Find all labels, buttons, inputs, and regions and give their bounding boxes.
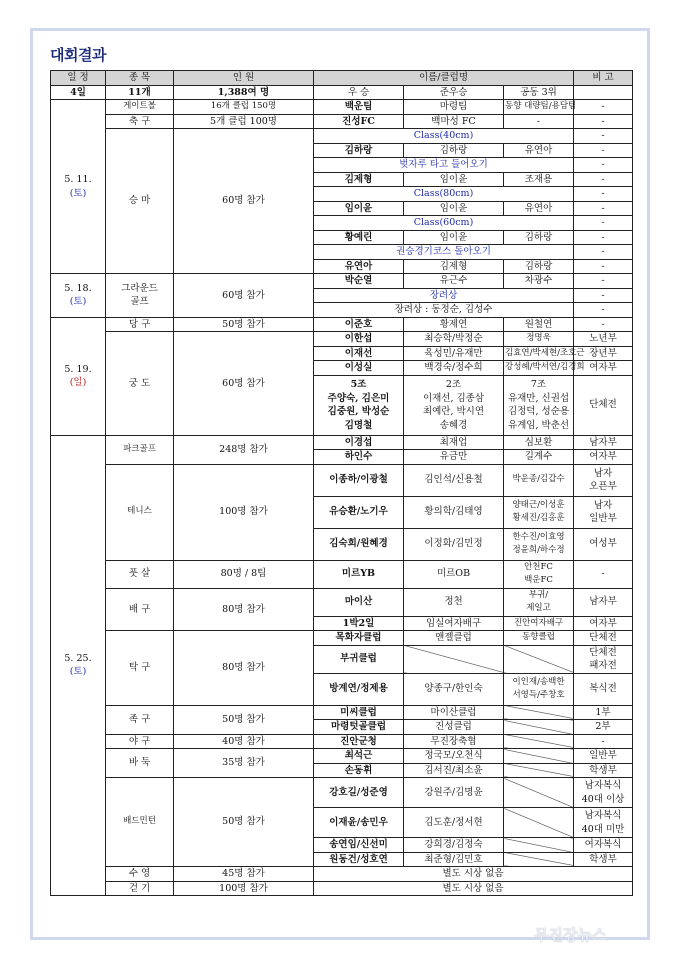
note-line: 오픈부	[589, 481, 617, 492]
note-cell: 학생부	[574, 763, 633, 778]
runner-up-cell: 김도훈/정서현	[404, 808, 504, 838]
note-cell: 노년부	[574, 332, 633, 347]
table-row	[51, 464, 633, 496]
team-line: 이재선, 김종삼	[422, 392, 485, 404]
event-cell: 바 둑	[106, 749, 174, 778]
team-line: 유재만, 신권섭	[507, 392, 570, 404]
team-line: 이인재/송백한	[512, 676, 565, 687]
event-cell: 당 구	[106, 317, 174, 332]
runner-up-cell: 마이산클럽	[404, 705, 504, 720]
date-cell	[51, 100, 106, 274]
event-cell: 탁 구	[106, 631, 174, 706]
header-note: 비 고	[574, 71, 633, 86]
table-header-row	[51, 71, 633, 86]
date-text: 5. 25.	[64, 652, 92, 664]
note-line: 패자전	[589, 660, 617, 671]
award-detail: 장려상 : 동정순, 김성수	[314, 303, 574, 318]
table-row	[51, 560, 633, 588]
runner-up-cell: 최재업	[404, 435, 504, 450]
day-of-week: (토)	[69, 666, 87, 678]
winner-cell: 진안군청	[314, 734, 404, 749]
winner-cell: 목화자클럽	[314, 631, 404, 646]
winner-cell: 이한섭	[314, 332, 404, 347]
note-cell: 2부	[574, 720, 633, 735]
table-row	[51, 332, 633, 347]
empty-cell	[504, 645, 574, 673]
winner-cell: 송연임/신선미	[314, 838, 404, 853]
table-row	[51, 705, 633, 720]
runner-up-cell: 진성클럽	[404, 720, 504, 735]
event-cell: 걷 기	[106, 881, 174, 896]
people-cell: 80명 / 8팀	[174, 560, 314, 588]
runner-up-cell: 앤젤클럽	[404, 631, 504, 646]
runner-up-cell: 백마성 FC	[404, 114, 504, 129]
winner-cell: 이재선	[314, 346, 404, 361]
winner-cell: 유승환/노기우	[314, 496, 404, 528]
note-cell: 일반부	[574, 749, 633, 764]
third-cell	[504, 588, 574, 616]
note-cell: -	[574, 187, 633, 202]
third-cell	[504, 673, 574, 705]
note-line: 일반부	[589, 513, 617, 524]
note-line: 남자복식	[584, 810, 622, 821]
table-row	[51, 114, 633, 129]
note-cell: -	[574, 317, 633, 332]
note-cell: 여성부	[574, 528, 633, 560]
header-date: 일 정	[51, 71, 106, 86]
third-cell: 유연아	[504, 201, 574, 216]
third-cell: 정명욱	[504, 332, 574, 347]
third-cell	[504, 496, 574, 528]
event-cell: 승 마	[106, 129, 174, 274]
winner-cell: 유연아	[314, 259, 404, 274]
note-cell: 여자부	[574, 450, 633, 465]
team-line: 양태근/이성훈	[512, 499, 565, 510]
note-cell	[574, 496, 633, 528]
people-cell: 60명 참가	[174, 274, 314, 318]
table-row	[51, 881, 633, 896]
empty-cell	[504, 734, 574, 749]
note-cell: 여자부	[574, 616, 633, 631]
date-cell	[51, 274, 106, 318]
team-line: 김중원, 박성순	[327, 406, 390, 417]
note-cell: 단체전	[574, 631, 633, 646]
third-cell: 박운종/김갑수	[504, 464, 574, 496]
team-line: 최예란, 박시연	[422, 406, 485, 417]
date-text: 5. 18.	[64, 282, 92, 294]
note-cell: 복식전	[574, 673, 633, 705]
event-cell: 축 구	[106, 114, 174, 129]
third-cell: 동향 대량팀/용담팀	[504, 100, 574, 115]
summary-third: 공동 3위	[504, 85, 574, 100]
winner-cell: 마이산	[314, 588, 404, 616]
event-cell: 배 구	[106, 588, 174, 631]
event-cell: 야 구	[106, 734, 174, 749]
runner-up-cell: 유근수	[404, 274, 504, 289]
winner-cell: 박순열	[314, 274, 404, 289]
team-line: 김정덕, 성순용	[507, 406, 570, 417]
empty-cell	[504, 778, 574, 808]
runner-up-cell	[404, 375, 504, 435]
winner-cell: 임이윤	[314, 201, 404, 216]
people-cell: 16개 클럽 150명	[174, 100, 314, 115]
runner-up-cell: 최준형/김민호	[404, 852, 504, 867]
third-cell: 원철연	[504, 317, 574, 332]
event-cell: 파크골프	[106, 435, 174, 464]
note-cell	[574, 808, 633, 838]
note-line: 40대 미만	[581, 823, 625, 835]
day-of-week: (토)	[69, 187, 87, 199]
runner-up-cell: 강원주/김명윤	[404, 778, 504, 808]
note-cell	[574, 778, 633, 808]
header-people: 인 원	[174, 71, 314, 86]
summary-date: 4일	[51, 85, 106, 100]
team-line: 서영득/주창호	[512, 690, 565, 700]
empty-cell	[504, 763, 574, 778]
winner-cell: 하인수	[314, 450, 404, 465]
winner-cell: 김숙희/원혜경	[314, 528, 404, 560]
winner-cell: 부귀클럽	[314, 645, 404, 673]
no-award-cell: 별도 시상 없음	[314, 881, 633, 896]
people-cell: 100명 참가	[174, 464, 314, 560]
third-cell: 김하랑	[504, 259, 574, 274]
third-cell	[504, 375, 574, 435]
team-line: 황세진/김홍훈	[512, 513, 565, 523]
empty-cell	[504, 720, 574, 735]
winner-cell: 진성FC	[314, 114, 404, 129]
team-line: 김명철	[344, 419, 373, 431]
runner-up-cell: 정천	[404, 588, 504, 616]
runner-up-cell: 유금만	[404, 450, 504, 465]
runner-up-cell: 김하랑	[404, 143, 504, 158]
team-line: 부귀/	[528, 589, 549, 600]
note-cell: -	[574, 288, 633, 303]
note-line: 남자	[593, 467, 613, 479]
note-cell: 여자부	[574, 361, 633, 376]
people-cell: 80명 참가	[174, 588, 314, 631]
third-cell: 김효연/박세현/조호근	[504, 346, 574, 361]
note-cell	[574, 464, 633, 496]
empty-cell	[504, 852, 574, 867]
runner-up-cell: 이정화/김민정	[404, 528, 504, 560]
people-cell: 40명 참가	[174, 734, 314, 749]
note-line: 남자	[593, 499, 613, 511]
table-row	[51, 631, 633, 646]
runner-up-cell: 임이윤	[404, 172, 504, 187]
note-cell: 여자복식	[574, 838, 633, 853]
summary-people: 1,388여 명	[174, 85, 314, 100]
note-cell: -	[574, 303, 633, 318]
note-cell: -	[574, 100, 633, 115]
note-cell: -	[574, 158, 633, 173]
empty-cell	[404, 645, 504, 673]
winner-cell: 김제형	[314, 172, 404, 187]
third-cell: 심보환	[504, 435, 574, 450]
table-row	[51, 588, 633, 616]
table-row	[51, 778, 633, 808]
winner-cell: 이종하/이광철	[314, 464, 404, 496]
event-cell: 배드민턴	[106, 778, 174, 867]
runner-up-cell: 백경숙/정수희	[404, 361, 504, 376]
winner-cell: 방계연/정제용	[314, 673, 404, 705]
runner-up-cell: 황제연	[404, 317, 504, 332]
note-cell: -	[574, 114, 633, 129]
note-cell: 남자부	[574, 435, 633, 450]
note-cell: -	[574, 734, 633, 749]
runner-up-cell: 미르OB	[404, 560, 504, 588]
team-line: 유계임, 박춘선	[507, 419, 570, 431]
watermark-logo: 무진장뉴스	[534, 926, 607, 944]
runner-up-cell: 김인석/신용철	[404, 464, 504, 496]
runner-up-cell: 무진장축협	[404, 734, 504, 749]
table-row	[51, 435, 633, 450]
runner-up-cell: 마령팀	[404, 100, 504, 115]
people-cell: 60명 참가	[174, 129, 314, 274]
runner-up-cell: 강희경/김정숙	[404, 838, 504, 853]
note-cell: -	[574, 201, 633, 216]
team-line: 제일고	[526, 603, 551, 613]
people-cell: 60명 참가	[174, 332, 314, 436]
table-row	[51, 129, 633, 144]
winner-cell: 미씨클럽	[314, 705, 404, 720]
runner-up-cell: 양종구/한인숙	[404, 673, 504, 705]
note-cell: -	[574, 172, 633, 187]
event-cell: 풋 살	[106, 560, 174, 588]
note-line: 단체전	[589, 646, 617, 658]
date-text: 5. 11.	[64, 174, 92, 185]
people-cell: 80명 참가	[174, 631, 314, 706]
third-cell: 길계수	[504, 450, 574, 465]
header-names: 이름/클럽명	[314, 71, 574, 86]
summary-note	[574, 85, 633, 100]
winner-cell: 원동건/성호연	[314, 852, 404, 867]
note-cell: 학생부	[574, 852, 633, 867]
people-cell: 248명 참가	[174, 435, 314, 464]
event-cell	[106, 274, 174, 318]
summary-row	[51, 85, 633, 100]
team-line: 주양숙, 김은미	[327, 392, 390, 404]
runner-up-cell: 황의학/김태영	[404, 496, 504, 528]
third-cell	[504, 560, 574, 588]
note-line: 40대 이상	[581, 793, 625, 805]
header-event: 종 목	[106, 71, 174, 86]
class-header: Class(60cm)	[314, 216, 574, 231]
people-cell: 100명 참가	[174, 881, 314, 896]
winner-cell: 1박2일	[314, 616, 404, 631]
team-line: 5조	[350, 379, 367, 390]
third-cell: 조재용	[504, 172, 574, 187]
note-cell: -	[574, 143, 633, 158]
winner-cell	[314, 375, 404, 435]
team-line: 2조	[445, 379, 462, 390]
note-cell: -	[574, 259, 633, 274]
people-cell: 50명 참가	[174, 317, 314, 332]
empty-cell	[504, 705, 574, 720]
event-line: 그라운드	[121, 282, 158, 294]
winner-cell: 손동휘	[314, 763, 404, 778]
table-row	[51, 100, 633, 115]
note-cell	[574, 645, 633, 673]
runner-up-cell: 임실여자배구	[404, 616, 504, 631]
winner-cell: 황예린	[314, 230, 404, 245]
people-cell: 35명 참가	[174, 749, 314, 778]
third-cell: 차광수	[504, 274, 574, 289]
runner-up-cell: 임이윤	[404, 230, 504, 245]
event-cell: 테니스	[106, 464, 174, 560]
day-of-week: (토)	[69, 296, 87, 308]
class-header: Class(80cm)	[314, 187, 574, 202]
summary-runner-up: 준우승	[404, 85, 504, 100]
table-row	[51, 734, 633, 749]
third-cell: 유연아	[504, 143, 574, 158]
team-line: 송혜경	[439, 419, 468, 431]
team-line: 안천FC	[524, 561, 553, 572]
third-cell: -	[504, 114, 574, 129]
date-cell	[51, 435, 106, 896]
winner-cell: 최석근	[314, 749, 404, 764]
people-cell: 50명 참가	[174, 778, 314, 867]
team-line: 백운FC	[524, 575, 553, 585]
note-cell: -	[574, 216, 633, 231]
third-cell	[504, 528, 574, 560]
note-cell: 장년부	[574, 346, 633, 361]
date-text: 5. 19.	[64, 363, 92, 375]
winner-cell: 강호길/성준영	[314, 778, 404, 808]
results-table	[50, 70, 633, 896]
note-cell: -	[574, 230, 633, 245]
runner-up-cell: 김서진/최소윤	[404, 763, 504, 778]
team-line: 한수진/이효영	[512, 531, 565, 542]
winner-cell: 이준호	[314, 317, 404, 332]
runner-up-cell: 최승학/박정순	[404, 332, 504, 347]
people-cell: 5개 클럽 100명	[174, 114, 314, 129]
empty-cell	[504, 838, 574, 853]
people-cell: 50명 참가	[174, 705, 314, 734]
winner-cell: 김하랑	[314, 143, 404, 158]
day-of-week: (일)	[69, 377, 87, 388]
third-cell: 강성혜/박서연/김경희	[504, 361, 574, 376]
team-line: 7조	[530, 379, 547, 390]
winner-cell: 이경섭	[314, 435, 404, 450]
runner-up-cell: 김제형	[404, 259, 504, 274]
winner-cell: 마령텃골클럽	[314, 720, 404, 735]
runner-up-cell: 정국모/오천식	[404, 749, 504, 764]
third-cell: 동향클럽	[504, 631, 574, 646]
table-row	[51, 749, 633, 764]
summary-event: 11개	[106, 85, 174, 100]
event-cell: 게이트볼	[106, 100, 174, 115]
class-header: 권승경기코스 돌아오기	[314, 245, 574, 260]
date-cell	[51, 317, 106, 435]
empty-cell	[504, 749, 574, 764]
note-cell: -	[574, 560, 633, 588]
table-row	[51, 317, 633, 332]
summary-winner: 우 승	[314, 85, 404, 100]
note-cell: 1부	[574, 705, 633, 720]
note-cell: 남자부	[574, 588, 633, 616]
table-row	[51, 867, 633, 882]
event-cell: 족 구	[106, 705, 174, 734]
event-line: 골프	[130, 296, 149, 308]
note-cell: -	[574, 245, 633, 260]
award-header: 장려상	[314, 288, 574, 303]
winner-cell: 미르YB	[314, 560, 404, 588]
third-cell: 김하랑	[504, 230, 574, 245]
event-cell: 궁 도	[106, 332, 174, 436]
note-cell: -	[574, 274, 633, 289]
runner-up-cell: 임이윤	[404, 201, 504, 216]
class-header: 벚자루 타고 들어오기	[314, 158, 574, 173]
team-line: 정윤희/하수정	[512, 545, 565, 555]
note-line: 남자복식	[584, 780, 622, 791]
winner-cell: 백운팀	[314, 100, 404, 115]
note-cell: -	[574, 129, 633, 144]
class-header: Class(40cm)	[314, 129, 574, 144]
people-cell: 45명 참가	[174, 867, 314, 882]
table-row	[51, 274, 633, 289]
winner-cell: 이성실	[314, 361, 404, 376]
event-cell: 수 영	[106, 867, 174, 882]
runner-up-cell: 육성민/유재만	[404, 346, 504, 361]
empty-cell	[504, 808, 574, 838]
no-award-cell: 별도 시상 없음	[314, 867, 633, 882]
note-cell: 단체전	[574, 375, 633, 435]
winner-cell: 이재윤/송민우	[314, 808, 404, 838]
page-heading: 대회결과	[50, 46, 106, 64]
third-cell: 진안여자배구	[504, 616, 574, 631]
